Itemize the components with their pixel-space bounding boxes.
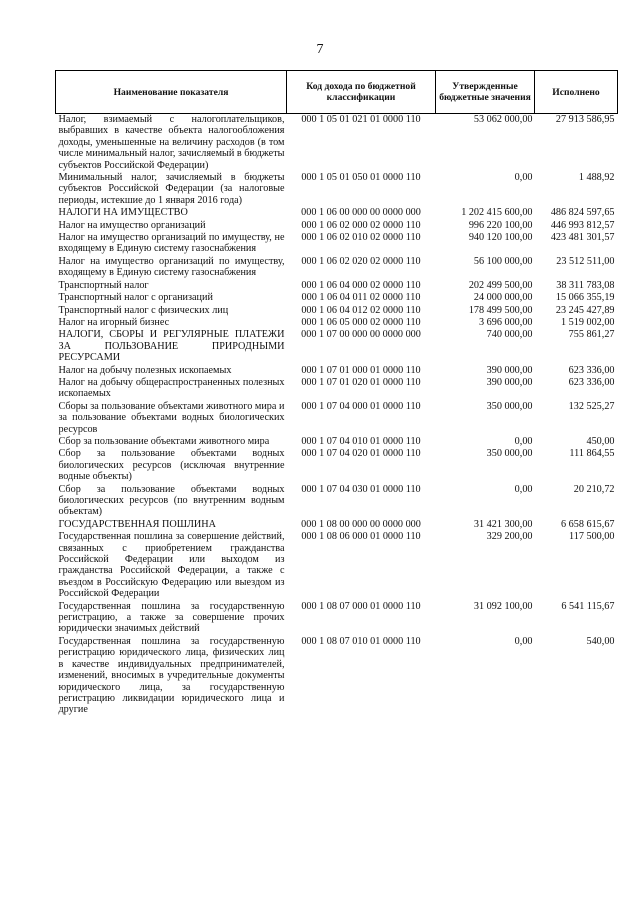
row-executed: 15 066 355,19 xyxy=(555,292,615,304)
row-executed: 23 512 511,00 xyxy=(556,255,615,267)
row-approved: 350 000,00 xyxy=(486,400,533,412)
row-name: Сбор за пользование объектами животного мира xyxy=(58,435,270,447)
row-executed: 450,00 xyxy=(586,435,615,447)
row-executed: 6 541 115,67 xyxy=(561,600,615,612)
row-name: Сбор за пользование объектами водных биологических ресурсов (исключая внутренние водные объекты) xyxy=(58,448,285,483)
row-approved: 0,00 xyxy=(514,483,533,495)
table-row xyxy=(56,317,618,329)
row-executed: 755 861,27 xyxy=(568,329,615,341)
row-approved: 202 499 500,00 xyxy=(468,279,533,291)
row-approved: 31 092 100,00 xyxy=(473,600,533,612)
table-row xyxy=(56,207,618,219)
row-name: НАЛОГИ НА ИМУЩЕСТВО xyxy=(58,207,188,219)
table-header-row xyxy=(56,71,618,114)
row-code: 000 1 06 05 000 02 0000 110 xyxy=(301,316,421,328)
row-code: 000 1 05 01 021 01 0000 110 xyxy=(301,114,421,125)
row-approved: 329 200,00 xyxy=(486,531,533,543)
row-executed: 623 336,00 xyxy=(568,364,615,376)
row-name: Сборы за пользование объектами животного мира и за пользование объектами водных биологических ресурсов xyxy=(58,400,285,435)
row-code: 000 1 06 04 012 02 0000 110 xyxy=(301,304,421,316)
page-number: 7 xyxy=(316,42,324,57)
row-name: Налог на добычу общераспространенных полезных ископаемых xyxy=(58,376,285,400)
row-approved: 996 220 100,00 xyxy=(468,219,533,231)
row-executed: 20 210,72 xyxy=(573,483,615,495)
table-row xyxy=(56,365,618,377)
row-executed: 623 336,00 xyxy=(568,376,615,388)
row-approved: 31 421 300,00 xyxy=(473,518,533,530)
table-row xyxy=(56,256,618,280)
row-name: Транспортный налог с физических лиц xyxy=(58,304,229,316)
row-name: Налог, взимаемый с налогоплательщиков, выбравших в качестве объекта налогообложения доходы, уменьшенные на величину расходов (в том числе минимальный налог, зачисляемый в бюджеты субъектов Российской Федерации) xyxy=(58,114,285,171)
table-row xyxy=(56,377,618,401)
row-code: 000 1 06 02 020 02 0000 110 xyxy=(301,255,421,267)
row-name: Налог на игорный бизнес xyxy=(58,316,170,328)
table-row xyxy=(56,448,618,483)
row-executed: 38 311 783,08 xyxy=(556,279,615,291)
table-row xyxy=(56,484,618,519)
row-approved: 740 000,00 xyxy=(486,329,533,341)
row-executed: 111 864,55 xyxy=(569,448,615,460)
table-row xyxy=(56,436,618,448)
row-executed: 423 481 301,57 xyxy=(550,232,615,244)
table-row xyxy=(56,329,618,364)
row-name: Государственная пошлина за государственную регистрацию юридического лица, физических лиц в качестве индивидуальных предпринимателей, изменений, вносимых в учредительные документы юридического лица, за государственную регистрацию ликвидации юридического лица и другие xyxy=(58,635,285,716)
table-row xyxy=(56,401,618,436)
table-row xyxy=(56,636,618,717)
row-name: ГОСУДАРСТВЕННАЯ ПОШЛИНА xyxy=(58,518,216,530)
row-name: Транспортный налог xyxy=(58,279,149,291)
row-approved: 0,00 xyxy=(514,635,533,647)
table-row xyxy=(56,280,618,292)
row-approved: 350 000,00 xyxy=(486,448,533,460)
row-name: НАЛОГИ, СБОРЫ И РЕГУЛЯРНЫЕ ПЛАТЕЖИ ЗА ПОЛЬЗОВАНИЕ ПРИРОДНЫМИ РЕСУРСАМИ xyxy=(58,329,285,364)
table-row xyxy=(56,305,618,317)
row-code: 000 1 07 01 020 01 0000 110 xyxy=(301,376,421,388)
row-executed: 540,00 xyxy=(586,635,615,647)
row-code: 000 1 06 02 010 02 0000 110 xyxy=(301,232,421,244)
row-name: Налог на добычу полезных ископаемых xyxy=(58,364,232,376)
row-executed: 1 519 002,00 xyxy=(561,316,615,328)
table-row xyxy=(56,601,618,636)
table-row xyxy=(56,531,618,600)
row-name: Государственная пошлина за совершение действий, связанных с приобретением гражданства Российской Федерации или выходом из гражданства Российской Федерации, а также с въездом в Российскую Федерацию или выездом из Российской Федерации xyxy=(58,531,285,600)
row-executed: 132 525,27 xyxy=(568,400,615,412)
row-code: 000 1 06 04 000 02 0000 110 xyxy=(301,279,421,291)
budget-revenue-table xyxy=(55,70,618,717)
row-executed: 27 913 586,95 xyxy=(555,114,615,125)
row-code: 000 1 06 02 000 02 0000 110 xyxy=(301,219,421,231)
header-code: Код дохода по бюджетной классификации xyxy=(287,71,436,114)
row-name: Государственная пошлина за государственную регистрацию, а также за совершение прочих юридически значимых действий xyxy=(58,600,285,635)
row-code: 000 1 07 04 000 01 0000 110 xyxy=(301,400,421,412)
row-code: 000 1 08 07 000 01 0000 110 xyxy=(301,600,421,612)
header-approved: Утвержденные бюджетные значения xyxy=(436,71,535,114)
row-approved: 53 062 000,00 xyxy=(473,114,533,125)
row-name: Налог на имущество организаций xyxy=(58,219,206,231)
row-approved: 24 000 000,00 xyxy=(473,292,533,304)
header-executed: Исполнено xyxy=(535,71,618,114)
header-name: Наименование показателя xyxy=(56,71,287,114)
row-code: 000 1 07 01 000 01 0000 110 xyxy=(301,364,421,376)
row-code: 000 1 07 04 030 01 0000 110 xyxy=(301,483,421,495)
table-row xyxy=(56,519,618,531)
row-approved: 56 100 000,00 xyxy=(473,255,533,267)
row-executed: 117 500,00 xyxy=(569,531,615,543)
table-row xyxy=(56,114,618,173)
row-executed: 486 824 597,65 xyxy=(550,207,615,219)
row-code: 000 1 06 00 000 00 0000 000 xyxy=(301,207,421,219)
table-row xyxy=(56,172,618,207)
row-approved: 178 499 500,00 xyxy=(468,304,533,316)
table-row xyxy=(56,220,618,232)
table-body xyxy=(56,114,618,717)
table-row xyxy=(56,232,618,256)
row-approved: 940 120 100,00 xyxy=(468,232,533,244)
row-name: Минимальный налог, зачисляемый в бюджеты субъектов Российской Федерации (за налоговые периоды, истекшие до 1 января 2016 года) xyxy=(58,172,285,206)
row-executed: 1 488,92 xyxy=(578,172,615,184)
row-approved: 0,00 xyxy=(514,435,533,447)
row-approved: 3 696 000,00 xyxy=(479,316,533,328)
row-code: 000 1 08 00 000 00 0000 000 xyxy=(301,518,421,530)
row-executed: 446 993 812,57 xyxy=(550,219,615,231)
table-row xyxy=(56,292,618,304)
row-name: Налог на имущество организаций по имуществу, входящему в Единую систему газоснабжения xyxy=(58,255,285,279)
row-code: 000 1 08 06 000 01 0000 110 xyxy=(301,531,421,543)
row-name: Транспортный налог с организаций xyxy=(58,292,213,304)
row-code: 000 1 06 04 011 02 0000 110 xyxy=(301,292,421,304)
row-approved: 390 000,00 xyxy=(486,376,533,388)
row-code: 000 1 07 04 020 01 0000 110 xyxy=(301,448,421,460)
row-code: 000 1 07 00 000 00 0000 000 xyxy=(301,329,421,341)
row-approved: 390 000,00 xyxy=(486,364,533,376)
row-executed: 6 658 615,67 xyxy=(561,518,615,530)
row-name: Налог на имущество организаций по имуществу, не входящему в Единую систему газоснабжения xyxy=(58,232,285,255)
row-code: 000 1 05 01 050 01 0000 110 xyxy=(301,172,421,184)
row-name: Сбор за пользование объектами водных биологических ресурсов (по внутренним водным объектам) xyxy=(58,483,285,518)
row-approved: 1 202 415 600,00 xyxy=(461,207,533,219)
row-code: 000 1 07 04 010 01 0000 110 xyxy=(301,435,421,447)
row-code: 000 1 08 07 010 01 0000 110 xyxy=(301,635,421,647)
row-approved: 0,00 xyxy=(514,172,533,184)
row-executed: 23 245 427,89 xyxy=(555,304,615,316)
